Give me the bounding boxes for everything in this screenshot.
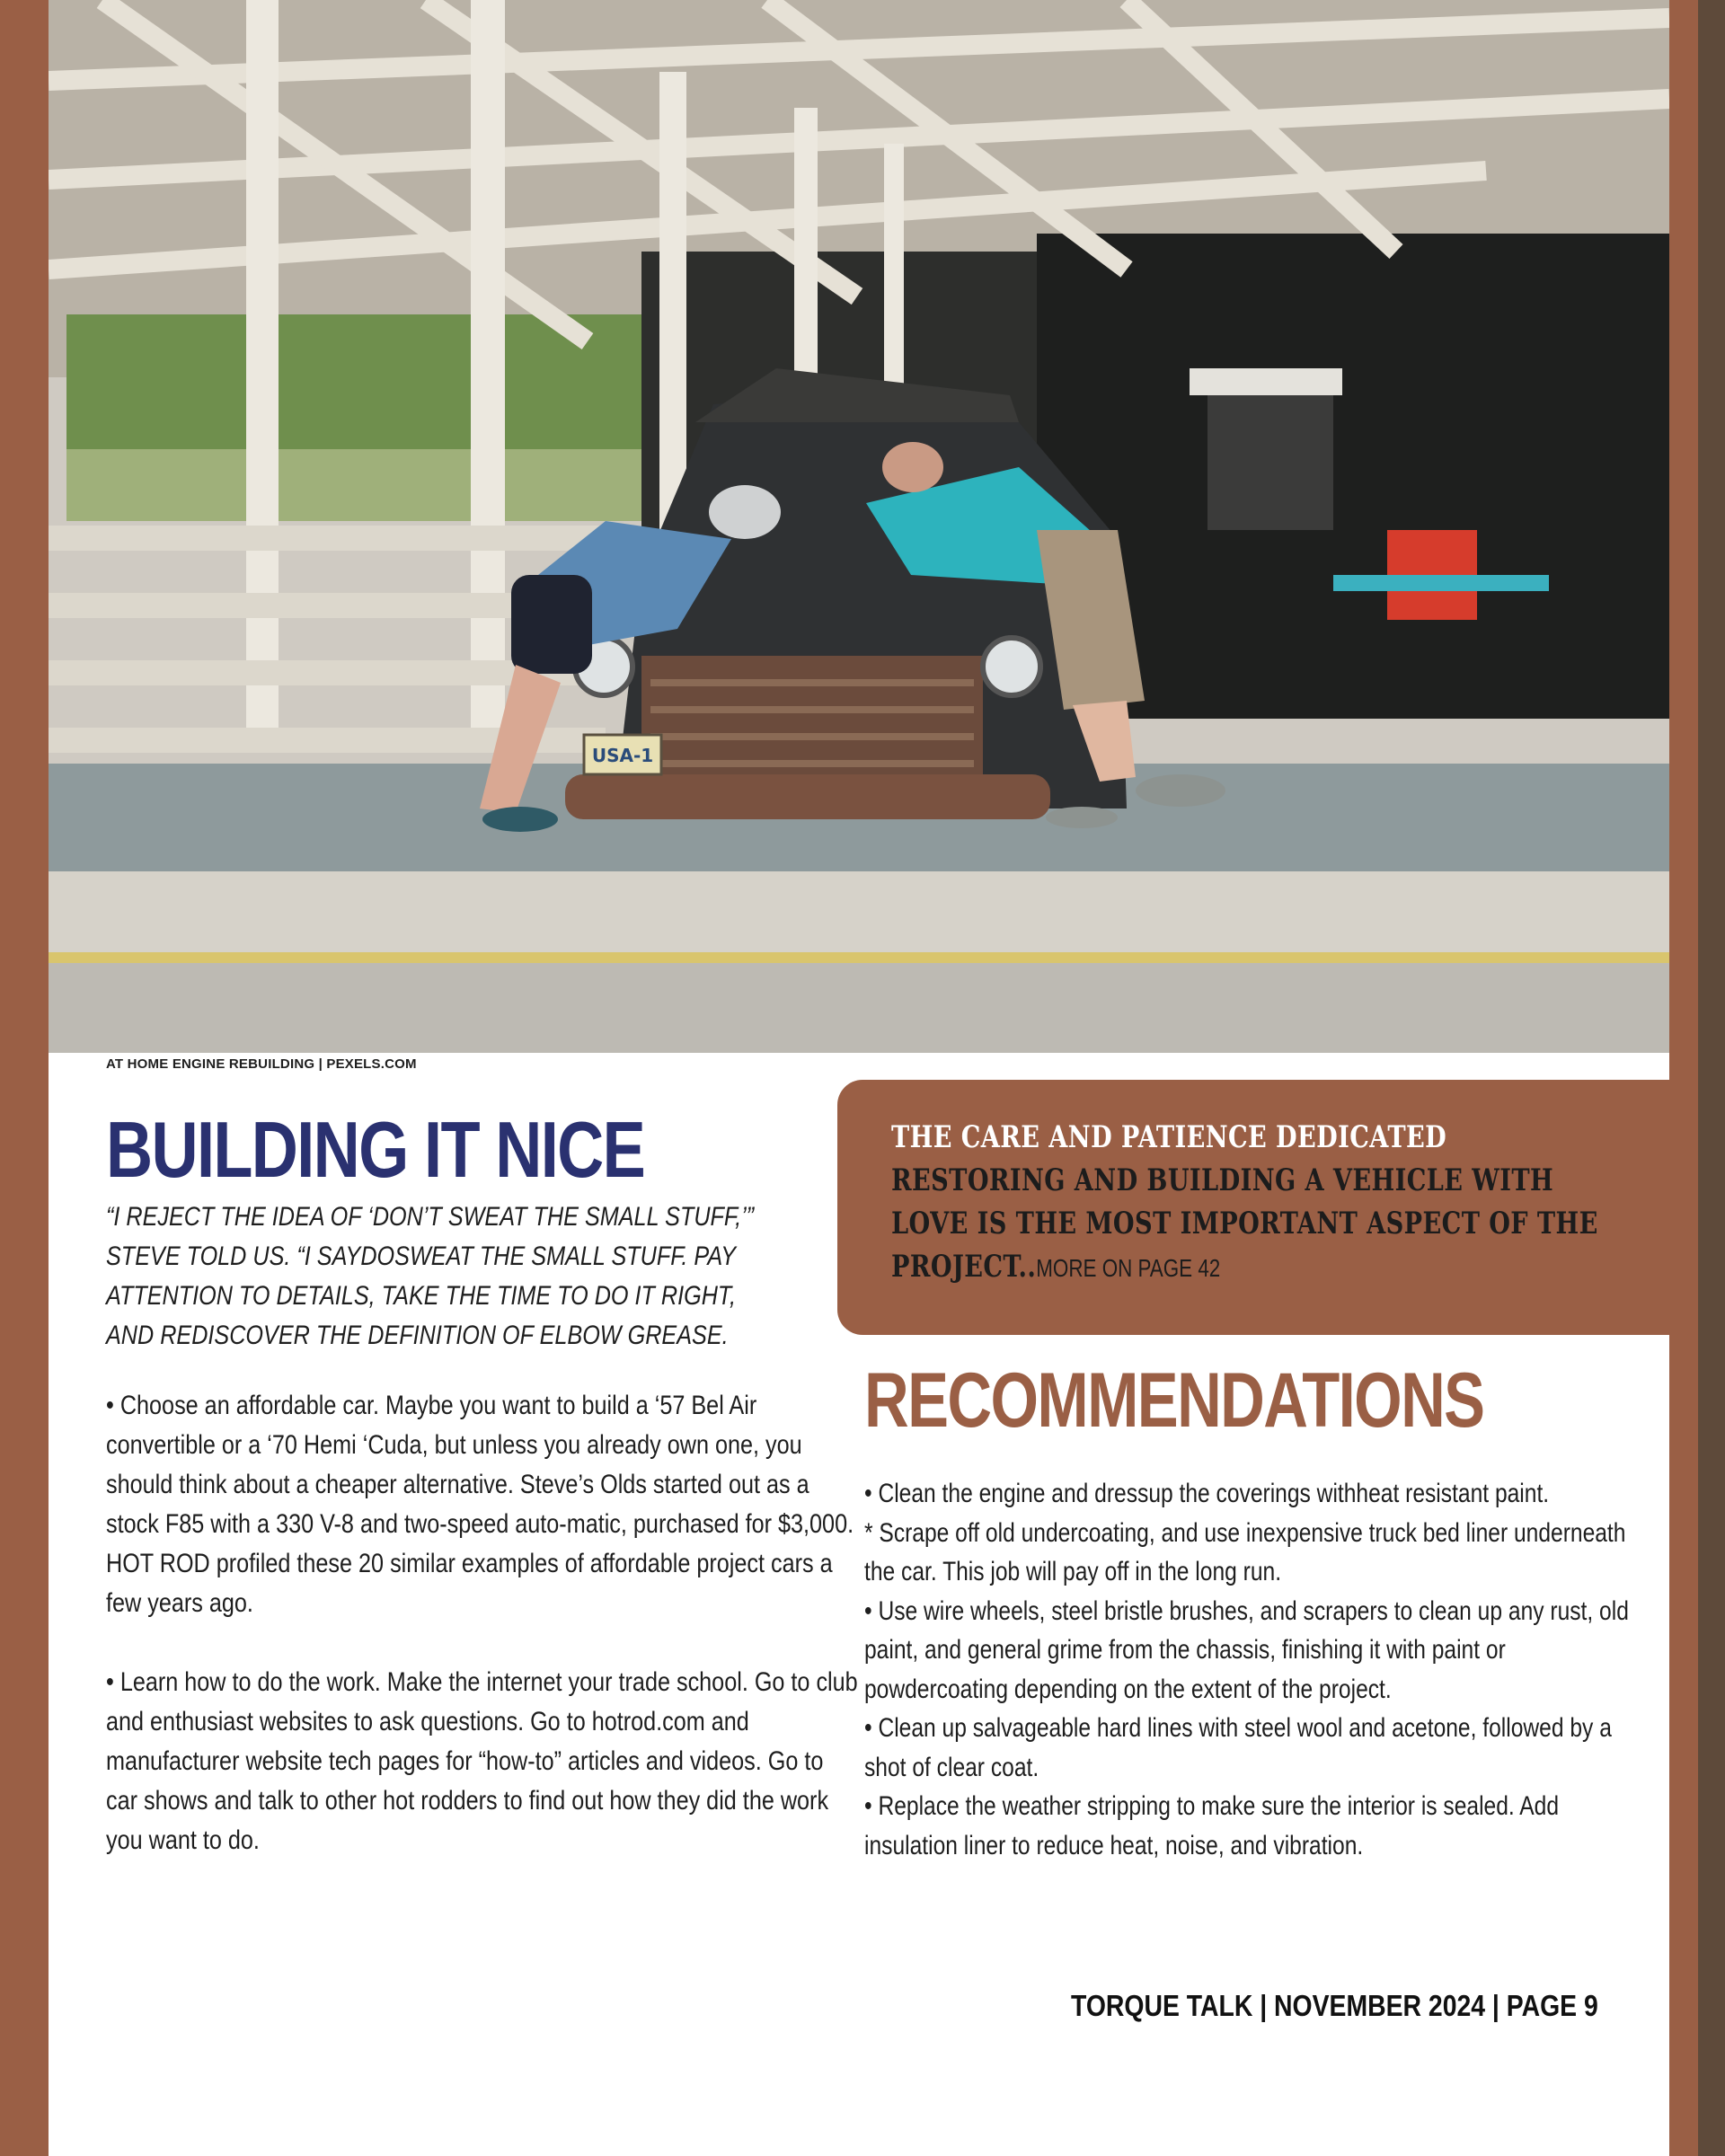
list-item: • Use wire wheels, steel bristle brushes, and scrapers to clean up any rust, old paint, and general grime from the chassis, finishing it with paint or powdercoating depending on the extent of the project. xyxy=(864,1595,1629,1704)
callout-line-light: THE CARE AND PATIENCE DEDICATED xyxy=(891,1119,1447,1155)
list-item: • Clean up salvageable hard lines with steel wool and acetone, followed by a shot of clear coat. xyxy=(864,1713,1612,1782)
callout-text-dark: RESTORING AND BUILDING A VEHICLE WITH LOVE IS THE MOST IMPORTANT ASPECT OF THE PROJECT.. xyxy=(891,1162,1598,1285)
recommendations-title: RECOMMENDATIONS xyxy=(864,1357,1484,1444)
list-item: * Scrape off old undercoating, and use inexpensive truck bed liner underneath the car. This job will pay off in the long run. xyxy=(864,1517,1626,1586)
callout-box xyxy=(837,1080,1669,1335)
recommendations-list xyxy=(864,1474,1631,1865)
license-plate-text: USA-1 xyxy=(591,745,654,766)
garage-photo-illustration xyxy=(49,0,1669,1053)
body-paragraph: • Choose an affordable car. Maybe you want to build a ‘57 Bel Air convertible or a ‘70 Hemi ‘Cuda, but unless you already own one, you should think about a cheaper alternative. Steve’s Olds started out as a stock F85 with a 330 V-8 and two-speed auto-matic, purchased for $3,000. HOT ROD profiled these 20 similar examples of affordable project cars a few years ago. xyxy=(106,1391,854,1618)
article-body xyxy=(106,1386,861,1900)
list-item: • Clean the engine and dressup the coverings withheat resistant paint. xyxy=(864,1479,1550,1508)
body-paragraph: • Learn how to do the work. Make the internet your trade school. Go to club and enthusiast websites to ask questions. Go to hotrod.com and manufacturer website tech pages for “how-to” articles and videos. Go to car shows and talk to other hot rodders to find out how they did the work you want to do. xyxy=(106,1667,858,1855)
page-border-left xyxy=(0,0,49,2156)
article-title: BUILDING IT NICE xyxy=(106,1105,645,1194)
page-footer: TORQUE TALK | NOVEMBER 2024 | PAGE 9 xyxy=(1071,1989,1598,2022)
page-border-right-shadow xyxy=(1698,0,1725,2156)
hero-photo xyxy=(49,0,1669,1053)
photo-caption: AT HOME ENGINE REBUILDING | PEXELS.COM xyxy=(106,1056,417,1072)
list-item: • Replace the weather stripping to make sure the interior is sealed. Add insulation liner to reduce heat, noise, and vibration. xyxy=(864,1791,1560,1860)
pull-quote: “I REJECT THE IDEA OF ‘DON’T SWEAT THE SMALL STUFF,’” STEVE TOLD US. “I SAYDOSWEAT THE SMALL STUFF. PAY ATTENTION TO DETAILS, TAKE THE TIME TO DO IT RIGHT, AND REDISCOVER THE DEFINITION OF ELBOW GREASE. xyxy=(106,1202,755,1350)
more-on-page-link[interactable]: MORE ON PAGE 42 xyxy=(1036,1254,1221,1282)
callout-text xyxy=(891,1116,1617,1290)
